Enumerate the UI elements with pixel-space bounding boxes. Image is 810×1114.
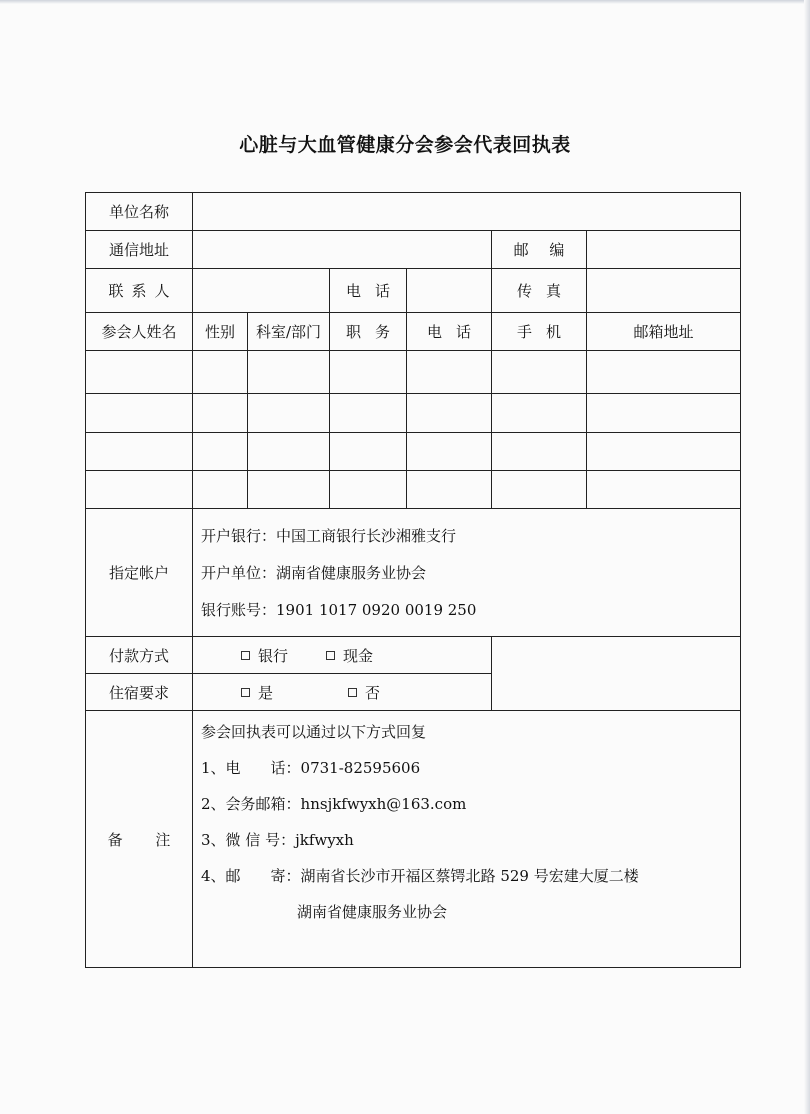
attendee-mobile-cell[interactable] [492,433,587,471]
lodging-label: 住宿要求 [86,674,193,711]
payment-option-cash[interactable] [326,645,373,666]
attendee-mobile-cell[interactable] [492,471,587,509]
header-position: 职务 [330,313,407,351]
fax-label: 传真 [492,269,587,313]
unit-name-label: 单位名称 [86,193,193,231]
scan-edge-top [0,0,810,4]
attendee-name-cell[interactable] [86,394,193,433]
page-title: 心脏与大血管健康分会参会代表回执表 [239,134,571,156]
payment-lodging-blank [492,637,741,711]
checkbox-icon[interactable] [241,651,250,660]
attendee-phone-cell[interactable] [407,471,492,509]
attendee-department-cell[interactable] [248,471,330,509]
attendee-row [86,471,741,509]
notes-label: 备 注 [86,711,193,968]
row-attendee-header [86,313,741,351]
attendee-gender-cell[interactable] [193,433,248,471]
address-label: 通信地址 [86,231,193,269]
attendee-department-cell[interactable] [248,351,330,394]
account-number-line: 银行账号：1901 1017 0920 0019 250 [201,600,477,619]
account-label: 指定帐户 [86,509,193,637]
scan-edge-right [804,0,810,1114]
attendee-department-cell[interactable] [248,433,330,471]
attendee-name-cell[interactable] [86,351,193,394]
payment-option-bank-label: 银行 [258,646,289,665]
payment-label: 付款方式 [86,637,193,674]
attendee-name-cell[interactable] [86,433,193,471]
attendee-position-cell[interactable] [330,394,407,433]
row-notes [86,711,741,968]
notes-wechat: 3、微 信 号：jkfwyxh [201,831,354,849]
lodging-options [193,674,492,711]
header-phone: 电话 [407,313,492,351]
attendee-phone-cell[interactable] [407,351,492,394]
postcode-field[interactable] [587,231,741,269]
attendee-gender-cell[interactable] [193,394,248,433]
checkbox-icon[interactable] [241,688,250,697]
attendee-phone-cell[interactable] [407,394,492,433]
checkbox-icon[interactable] [326,651,335,660]
contact-field[interactable] [193,269,330,313]
phone-label: 电话 [330,269,407,313]
payment-options [193,637,492,674]
row-account [86,509,741,637]
lodging-option-no-label: 否 [365,683,381,702]
lodging-option-yes[interactable] [241,682,273,703]
header-department: 科室/部门 [248,313,330,351]
lodging-option-yes-label: 是 [258,683,274,702]
header-name: 参会人姓名 [86,313,193,351]
attendee-gender-cell[interactable] [193,471,248,509]
attendee-name-cell[interactable] [86,471,193,509]
attendee-gender-cell[interactable] [193,351,248,394]
attendee-phone-cell[interactable] [407,433,492,471]
row-address [86,231,741,269]
attendee-email-cell[interactable] [587,471,741,509]
header-gender: 性别 [193,313,248,351]
row-payment [86,637,741,674]
notes-intro: 参会回执表可以通过以下方式回复 [201,723,427,741]
row-unit-name [86,193,741,231]
attendee-row [86,433,741,471]
bank-name-line: 开户银行：中国工商银行长沙湘雅支行 [201,526,457,545]
fax-field[interactable] [587,269,741,313]
header-mobile: 手机 [492,313,587,351]
account-holder-line: 开户单位：湖南省健康服务业协会 [201,563,427,582]
attendee-department-cell[interactable] [248,394,330,433]
checkbox-icon[interactable] [348,688,357,697]
notes-content [193,711,741,968]
attendee-email-cell[interactable] [587,433,741,471]
header-email: 邮箱地址 [587,313,741,351]
attendee-row [86,351,741,394]
attendee-position-cell[interactable] [330,433,407,471]
unit-name-field[interactable] [193,193,741,231]
postcode-label: 邮 编 [492,231,587,269]
payment-option-bank[interactable] [241,645,288,666]
notes-email: 2、会务邮箱：hnsjkfwyxh@163.com [201,795,467,813]
attendee-row [86,394,741,433]
contact-label: 联系人 [86,269,193,313]
account-info [193,509,741,637]
address-field[interactable] [193,231,492,269]
attendee-mobile-cell[interactable] [492,394,587,433]
lodging-option-no[interactable] [348,682,380,703]
attendee-email-cell[interactable] [587,351,741,394]
attendee-position-cell[interactable] [330,351,407,394]
notes-mail-address: 4、邮 寄：湖南省长沙市开福区蔡锷北路 529 号宏建大厦二楼 [201,867,639,885]
reply-form-table [85,192,741,968]
attendee-position-cell[interactable] [330,471,407,509]
attendee-mobile-cell[interactable] [492,351,587,394]
payment-option-cash-label: 现金 [343,646,374,665]
row-contact [86,269,741,313]
phone-field[interactable] [407,269,492,313]
notes-phone: 1、电 话：0731-82595606 [201,759,421,777]
attendee-email-cell[interactable] [587,394,741,433]
notes-mail-recipient: 湖南省健康服务业协会 [297,903,448,921]
